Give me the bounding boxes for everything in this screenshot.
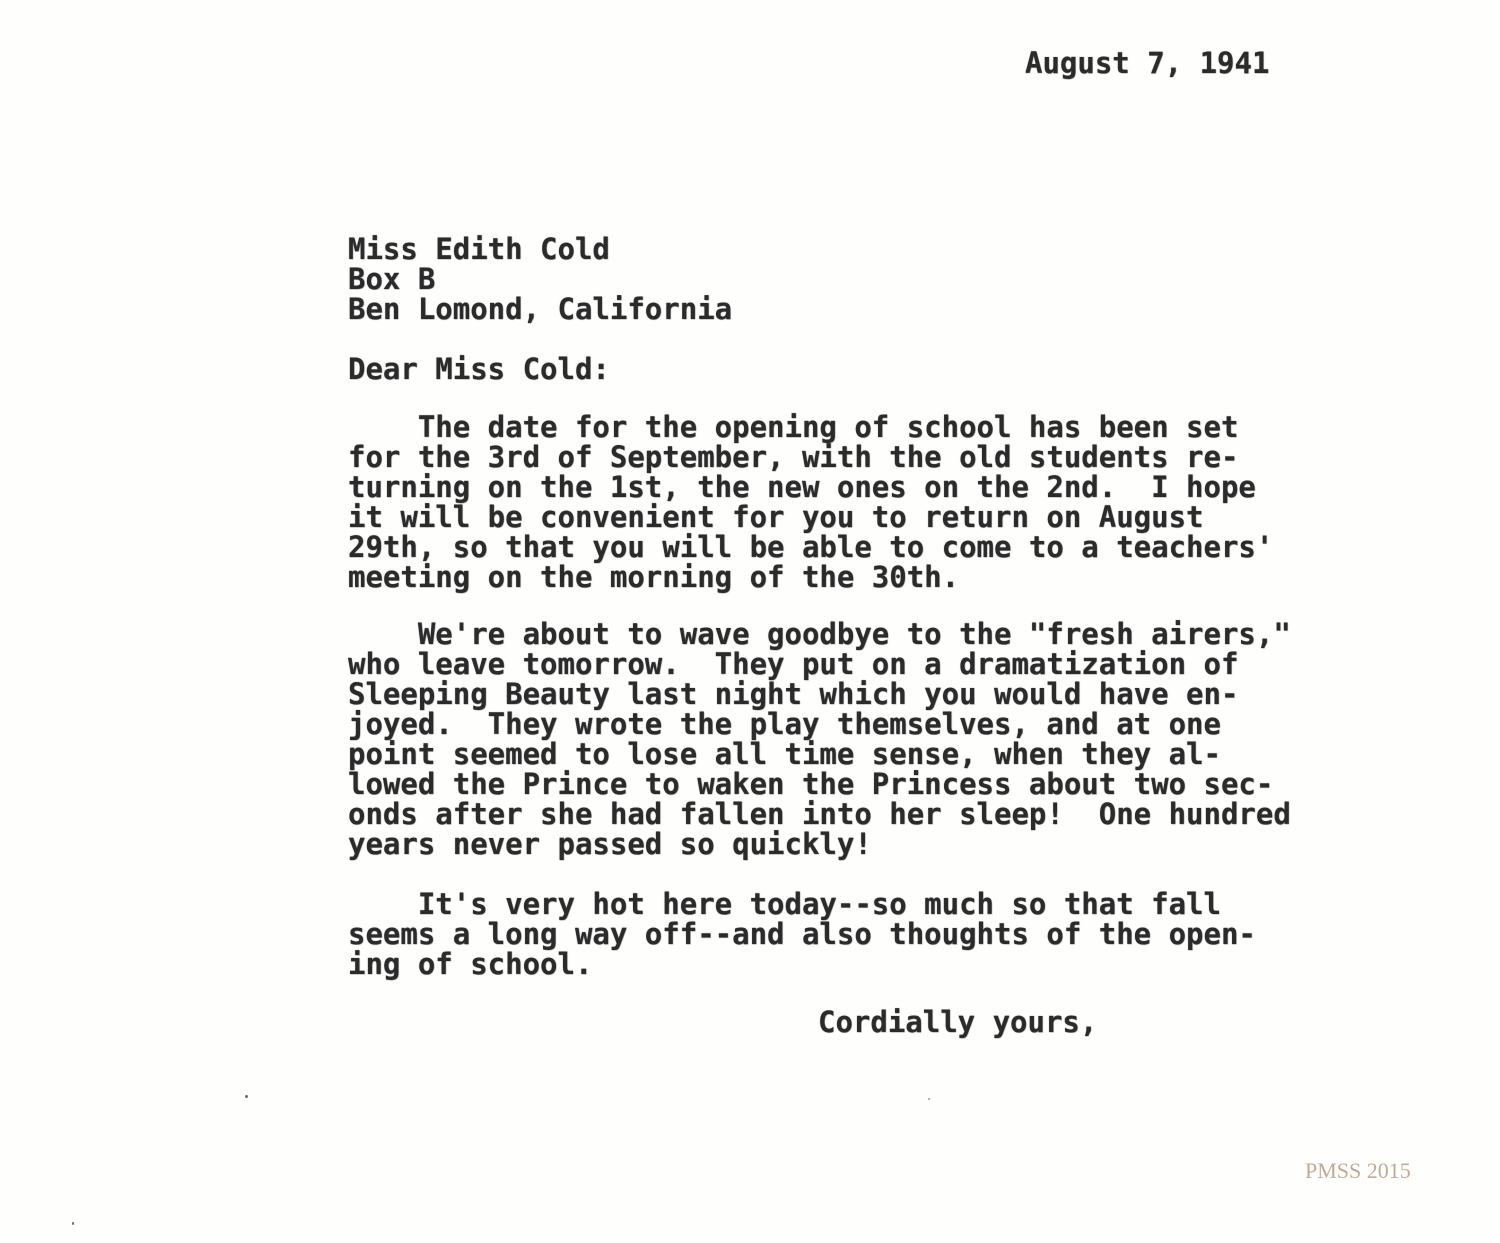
recipient-city: Ben Lomond, California <box>348 292 733 326</box>
paragraph-line: The date for the opening of school has been set <box>348 410 1239 444</box>
paragraph-line: ing of school. <box>348 947 593 981</box>
paragraph-line: We're about to wave goodbye to the "fresh airers," <box>348 617 1291 651</box>
body-paragraph-2 <box>348 617 1338 861</box>
paper-speck <box>72 1222 74 1225</box>
body-paragraph-3 <box>348 887 1308 981</box>
paper-speck <box>928 1098 930 1100</box>
recipient-box: Box B <box>348 262 436 296</box>
paragraph-line: it will be convenient for you to return on August <box>348 500 1204 534</box>
closing: Cordially yours, <box>818 1005 1098 1039</box>
salutation: Dear Miss Cold: <box>348 352 610 386</box>
paragraph-line: joyed. They wrote the play themselves, and at one <box>348 707 1221 741</box>
paragraph-line: turning on the 1st, the new ones on the 2nd. I hope <box>348 470 1256 504</box>
paragraph-line: years never passed so quickly! <box>348 827 872 861</box>
paragraph-line: 29th, so that you will be able to come to a teachers' <box>348 530 1274 564</box>
paragraph-line: It's very hot here today--so much so that fall <box>348 887 1221 921</box>
letter-date: August 7, 1941 <box>1025 46 1270 80</box>
paragraph-line: who leave tomorrow. They put on a dramatization of <box>348 647 1239 681</box>
archive-watermark: PMSS 2015 <box>1305 1158 1411 1183</box>
paragraph-line: lowed the Prince to waken the Princess about two sec- <box>348 767 1274 801</box>
paper-speck <box>245 1095 248 1098</box>
recipient-name: Miss Edith Cold <box>348 232 610 266</box>
paragraph-line: meeting on the morning of the 30th. <box>348 560 960 594</box>
paragraph-line: point seemed to lose all time sense, when they al- <box>348 737 1221 771</box>
paragraph-line: seems a long way off--and also thoughts of the open- <box>348 917 1256 951</box>
paragraph-line: Sleeping Beauty last night which you would have en- <box>348 677 1239 711</box>
paragraph-line: for the 3rd of September, with the old students re- <box>348 440 1239 474</box>
body-paragraph-1 <box>348 410 1308 594</box>
paragraph-line: onds after she had fallen into her sleep! One hundred <box>348 797 1291 831</box>
